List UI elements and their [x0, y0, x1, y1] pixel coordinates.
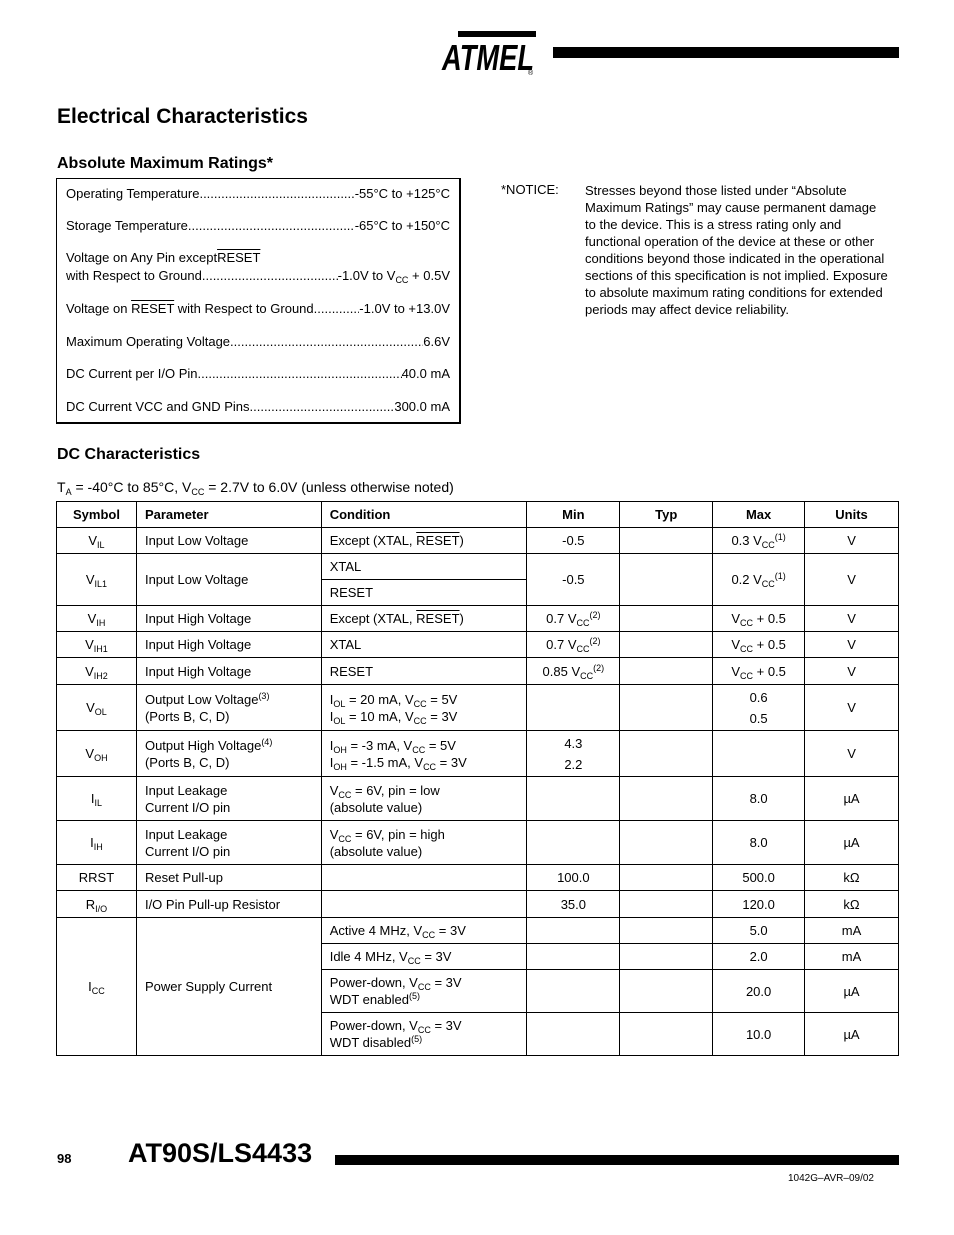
notice-label: *NOTICE: — [501, 182, 559, 197]
table-row: $V_{IH2}$ Input High Voltage RESET 0.85 $V_{CC}^{(2)}$ $V_{CC} + 0.5$ V — [57, 658, 899, 685]
col-header: Symbol — [57, 502, 137, 528]
dc-conditions: $T_A = -40^\circ C$ to 85°C, $V_{CC} = 2.7V$ to 6.0V (unless otherwise noted) — [57, 479, 454, 497]
abs-max-title: Absolute Maximum Ratings* — [57, 155, 274, 172]
table-row: $I_{IL}$ Input Leakage Current I/O pin $V_{CC} = 6V$, pin = low (absolute value) 8.0 µA — [57, 777, 899, 821]
abs-max-row: DC Current VCC and GND Pins ..... 300.0 mA — [66, 399, 450, 415]
abs-max-row: Maximum Operating Voltage ..... 6.6V — [66, 334, 450, 350]
table-row: $V_{OH}$ Output High Voltage$^{(4)}$ (Ports B, C, D) $I_{OH} = -3$ mA, $V_{CC} = 5V$ $I_{OH} = -1.5$ mA, $V_{CC} = 3V$ 4.3 2.2 V — [57, 731, 899, 777]
col-header: Units — [805, 502, 899, 528]
table-row: RRST Reset Pull-up 100.0 500.0 kΩ — [57, 865, 899, 891]
table-row: $I_{CC}$ Power Supply Current Active 4 MHz, $V_{CC} = 3V$ 5.0 mA — [57, 918, 899, 944]
table-row: $I_{IH}$ Input Leakage Current I/O pin $V_{CC} = 6V$, pin = high (absolute value) 8.0 µA — [57, 821, 899, 865]
table-row: $R_{I/O}$ I/O Pin Pull-up Resistor 35.0 120.0 kΩ — [57, 891, 899, 918]
table-header-row — [57, 502, 899, 528]
page-number: 98 — [57, 1151, 72, 1166]
col-header: Max — [713, 502, 805, 528]
table-row: $V_{IH}$ Input High Voltage Except (XTAL, RESET) 0.7 $V_{CC}^{(2)}$ $V_{CC} + 0.5$ V — [57, 606, 899, 632]
svg-text:ATMEL: ATMEL — [441, 37, 534, 76]
abs-max-row: DC Current per I/O Pin ..... 40.0 mA — [66, 366, 450, 382]
footer-title: AT90S/LS4433 — [128, 1138, 313, 1168]
dc-title: DC Characteristics — [57, 446, 201, 463]
table-row: Power-down, $V_{CC} = 3V$ WDT enabled$^{(5)}$ 20.0 µA — [57, 970, 899, 1013]
abs-max-box — [56, 178, 461, 424]
table-row: $V_{IL1}$ Input Low Voltage XTAL -0.5 0.2 $V_{CC}^{(1)}$ V — [57, 554, 899, 580]
table-row: Idle 4 MHz, $V_{CC} = 3V$ 2.0 mA — [57, 944, 899, 970]
svg-text:®: ® — [528, 70, 534, 76]
notice-text: Stresses beyond those listed under “Absolute Maximum Ratings” may cause permanent damage to the device. This is a stress rating only and functional operation of the device at these or other conditions beyond those indicated in the operational sections of this specification is not implied. Exposure to absolute maximum rating conditions for extended periods may affect device reliability. — [585, 183, 888, 317]
dc-table — [56, 501, 899, 1056]
abs-max-row: Voltage on RESET with Respect to Ground ..... -1.0V to +13.0V — [66, 301, 450, 317]
col-header: Condition — [321, 502, 527, 528]
section-title: Electrical Characteristics — [57, 105, 308, 128]
abs-max-row: Storage Temperature ..... -65°C to +150°C — [66, 218, 450, 234]
header-bar — [553, 47, 899, 58]
table-row: $V_{OL}$ Output Low Voltage$^{(3)}$ (Ports B, C, D) $I_{OL} = 20$ mA, $V_{CC} = 5V$ $I_{OL} = 10$ mA, $V_{CC} = 3V$ 0.6 0.5 V — [57, 685, 899, 731]
abs-max-row: Operating Temperature ..... -55°C to +125°C — [66, 186, 450, 202]
atmel-logo — [440, 30, 540, 76]
col-header: Typ — [620, 502, 713, 528]
table-row: $V_{IH1}$ Input High Voltage XTAL 0.7 $V_{CC}^{(2)}$ $V_{CC} + 0.5$ V — [57, 632, 899, 658]
doc-code: 1042G–AVR–09/02 — [788, 1173, 874, 1184]
table-row: Power-down, $V_{CC} = 3V$ WDT disabled$^{(5)}$ 10.0 µA — [57, 1013, 899, 1056]
abs-max-row: Voltage on Any Pin except RESET — [66, 250, 261, 265]
abs-max-row: with Respect to Ground ..... -1.0V to $V_{CC} + 0.5V$ — [66, 268, 450, 284]
footer-bar — [335, 1155, 899, 1165]
table-row: RESET — [57, 580, 899, 606]
col-header: Parameter — [136, 502, 321, 528]
table-row: $V_{IL}$ Input Low Voltage Except (XTAL, RESET) -0.5 0.3 $V_{CC}^{(1)}$ V — [57, 528, 899, 554]
col-header: Min — [527, 502, 620, 528]
